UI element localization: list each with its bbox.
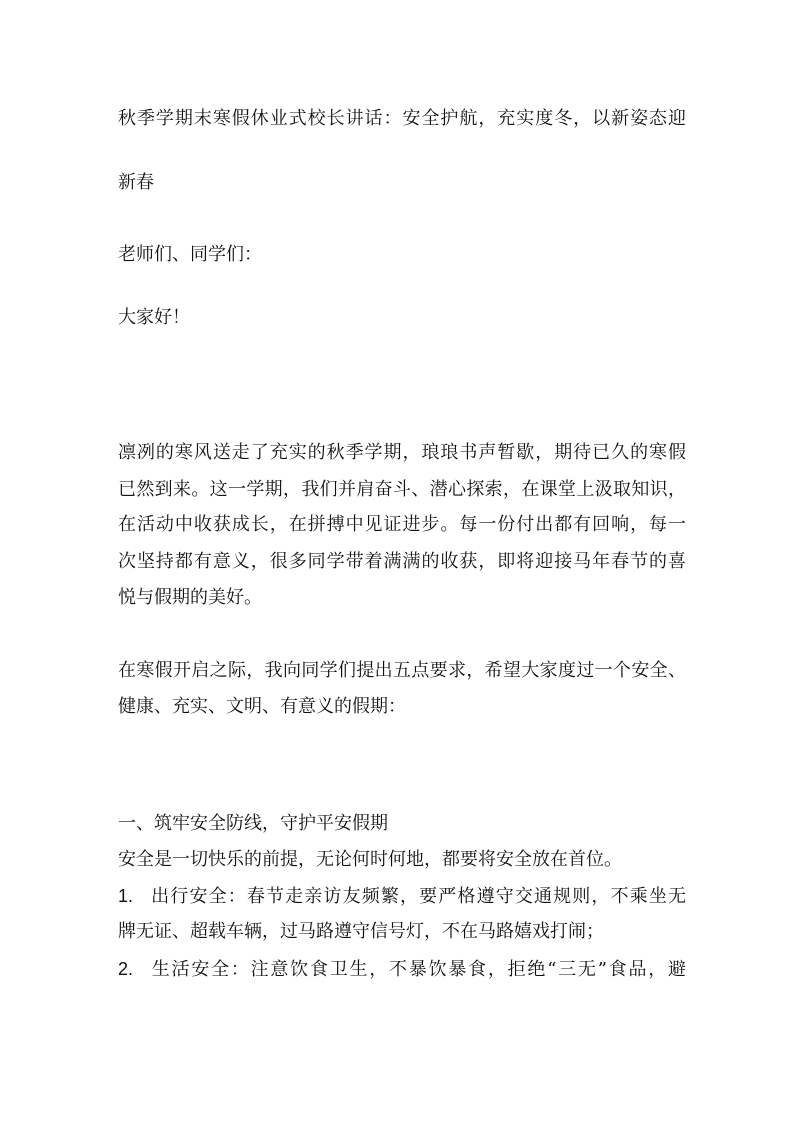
list-text: 出行安全：春节走亲访友频繁，要严格遵守交通规则，不乘坐无	[150, 886, 686, 907]
title-line-1: 秋季学期末寒假休业式校长讲话：安全护航，充实度冬，以新姿态迎	[118, 108, 686, 129]
list-item-1-cont: 牌无证、超载车辆，过马路遵守信号灯，不在马路嬉戏打闹；	[118, 921, 604, 942]
list-number: 2.	[118, 959, 134, 979]
para1-line: 次坚持都有意义，很多同学带着满满的收获，即将迎接马年春节的喜	[118, 551, 686, 572]
para2-line: 在寒假开启之际，我向同学们提出五点要求，希望大家度过一个安全、	[118, 660, 686, 681]
section-heading: 一、筑牢安全防线，守护平安假期	[118, 813, 388, 834]
salutation: 老师们、同学们：	[118, 244, 262, 265]
list-number: 1.	[118, 886, 134, 906]
para1-line: 已然到来。这一学期，我们并肩奋斗、潜心探索，在课堂上汲取知识，	[118, 479, 686, 500]
title-line-2: 新春	[118, 172, 154, 193]
section-intro: 安全是一切快乐的前提，无论何时何地，都要将安全放在首位。	[118, 849, 622, 870]
para1-line: 在活动中收获成长，在拼搏中见证进步。每一份付出都有回响，每一	[118, 514, 686, 535]
para1-line: 悦与假期的美好。	[118, 587, 262, 608]
list-item-1	[118, 885, 686, 908]
para2-line: 健康、充实、文明、有意义的假期：	[118, 696, 406, 717]
list-text: 生活安全：注意饮食卫生，不暴饮暴食，拒绝“三无”食品，避	[150, 959, 686, 980]
para1-line: 凛冽的寒风送走了充实的秋季学期，琅琅书声暂歇，期待已久的寒假	[118, 442, 686, 463]
list-item-2	[118, 958, 686, 981]
greeting: 大家好！	[118, 307, 190, 328]
